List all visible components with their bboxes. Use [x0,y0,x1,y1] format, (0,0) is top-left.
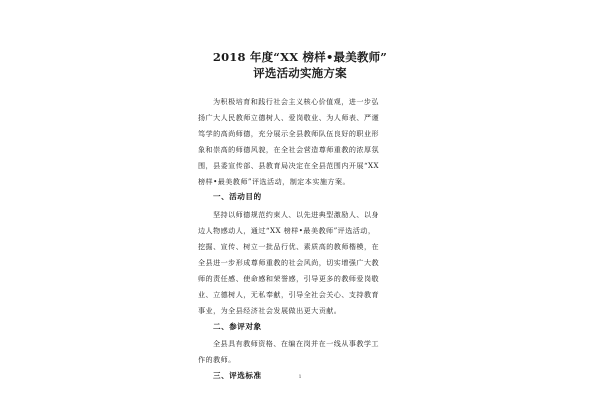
document-title-line2: 评选活动实施方案 [253,66,347,80]
page-number: 1 [298,375,302,380]
section3-heading: 三、评选标准 [213,371,262,380]
section1-line: 业、立德树人，无私奉献，引导全社会关心、支持教育 [198,290,380,299]
section2-line: 作的教师。 [198,355,236,364]
section1-line: 师的责任感、使命感和荣誉感，引导更多的教师爱岗敬 [198,274,380,283]
intro-line: 象和崇高的师德风貌，在全社会营造尊师重教的浓厚氛 [198,145,380,154]
section1-line: 全县进一步形成尊师重教的社会风尚，切实增强广大教 [198,258,380,267]
section1-line: 坚持以师德规范约束人、以先进典型激励人、以身 [213,210,379,219]
section2-heading: 二、参评对象 [213,322,262,331]
section1-line: 挖掘、宣传、树立一批品行优、素质高的教师楷模，在 [198,242,380,251]
intro-line: 扬广大人民教师立德树人、爱岗敬业、为人师表、严谨 [198,113,380,122]
intro-line: 笃学的高尚师德，充分展示全县教师队伍良好的职业形 [198,129,380,138]
section2-line: 全县具有教师资格、在编在岗并在一线从事教学工 [213,339,379,348]
intro-line: 为积极培育和践行社会主义核心价值观，进一步弘 [213,97,379,106]
section1-heading: 一、活动目的 [213,192,262,201]
intro-line: 围，县委宣传部、县教育局决定在全县范围内开展“XX [198,161,380,170]
section1-line: 边人物感动人，通过“XX 榜样•最美教师”评选活动， [198,226,376,235]
document-title-line1: 2018 年度“XX 榜样•最美教师” [212,50,388,64]
section1-line: 事业，为全县经济社会发展做出更大贡献。 [198,306,342,315]
intro-line: 榜样•最美教师”评选活动，制定本实施方案。 [198,177,351,186]
